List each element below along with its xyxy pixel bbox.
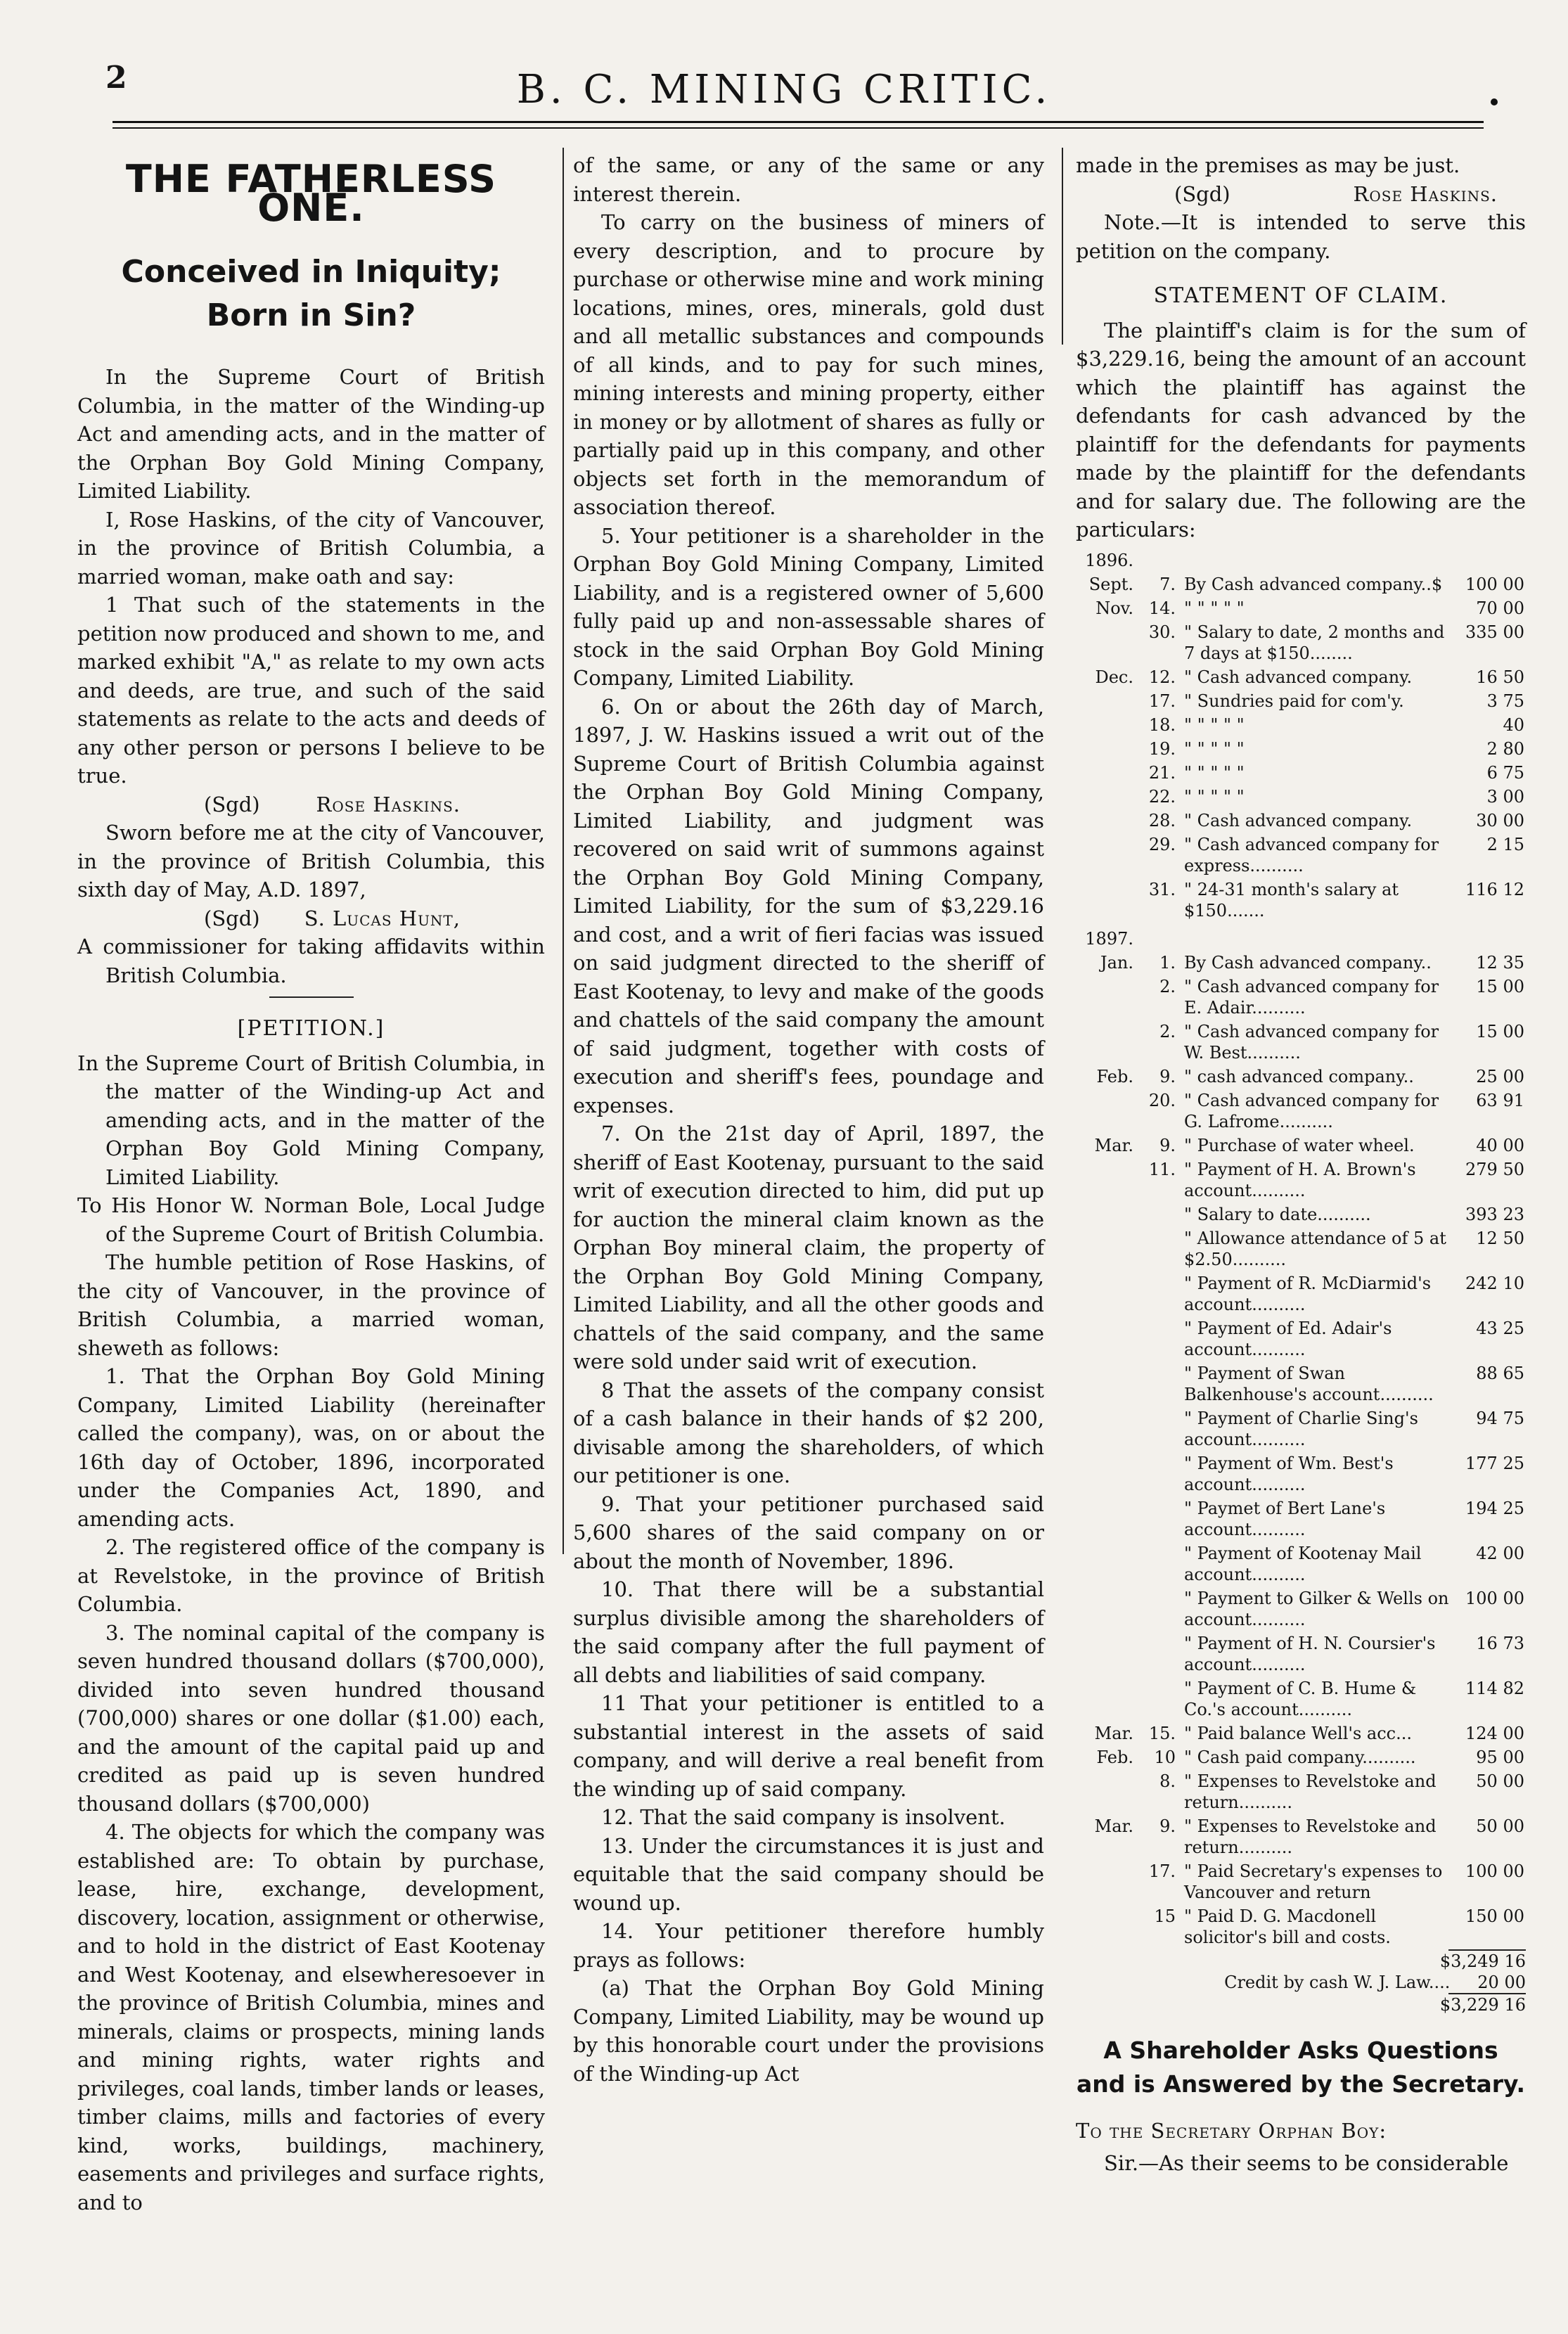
column-3 (1076, 151, 1526, 2178)
paragraph: (a) That the Orphan Boy Gold Mining Company, Limited Liability, may be wound up by this honorable court under the provisions of the Winding-up Act (573, 1976, 1044, 2086)
ledger-amount: 16 50 (1476, 667, 1524, 687)
ledger-day (1135, 1226, 1177, 1271)
ledger-month (1076, 713, 1135, 737)
section-rule (269, 996, 354, 998)
ledger-amount: 30 00 (1476, 810, 1524, 831)
subtitle-line-2: Born in Sin? (206, 297, 416, 333)
ledger-day: 9. (1159, 1816, 1176, 1836)
ledger-description: By Cash advanced company..$ (1184, 574, 1443, 594)
ledger-amount: 279 50 (1465, 1159, 1524, 1179)
claim-ledger-table (1076, 544, 1526, 1949)
ledger-row (1076, 1586, 1526, 1631)
ledger-row (1076, 833, 1526, 878)
ledger-totals (1076, 1949, 1526, 2015)
ledger-row (1076, 1814, 1526, 1859)
ledger-amount: 94 75 (1476, 1408, 1524, 1428)
ledger-row (1076, 665, 1526, 689)
paragraph: 1. That the Orphan Boy Gold Mining Company, Limited Liability (hereinafter called the company), was, on or about the 16th day of October, 1896, incorporated under the Companies Act, 1890, and amending acts. (77, 1364, 545, 1531)
ledger-month (1076, 975, 1135, 1020)
ledger-month (1076, 1020, 1135, 1065)
ledger-day (1135, 1496, 1177, 1541)
note-paragraph: Note.—It is intended to serve this petition on the company. (1076, 210, 1526, 263)
paragraph: To His Honor W. Norman Bole, Local Judge of the Supreme Court of British Columbia. (77, 1193, 545, 1246)
ledger-month (1076, 689, 1135, 713)
ledger-amount: 12 35 (1476, 952, 1524, 973)
ledger-row (1076, 1676, 1526, 1721)
ledger-month (1076, 833, 1135, 878)
ledger-description: " " " " " (1184, 786, 1245, 807)
paragraph: 7. On the 21st day of April, 1897, the sheriff of East Kootenay, pursuant to the said writ of execution directed to him, did put up for auction the mineral claim known as the Orphan Boy mineral claim, the property of the Orphan Boy Gold Mining Company, Limited Liability, and all the other goods and chattels of the said company, and the same were sold under said writ of execution. (573, 1122, 1044, 1373)
ledger-description: " Salary to date, 2 months and 7 days at $150........ (1184, 622, 1445, 663)
ledger-description: " Payment to Gilker & Wells on account.......... (1184, 1588, 1449, 1629)
ledger-row (1076, 1134, 1526, 1158)
ledger-amount: 6 75 (1486, 762, 1524, 783)
paragraph: 1 That such of the statements in the petition now produced and shown to me, and marked exhibit "A," as relate to my own acts and deeds, are true, and such of the said statements as relate to the acts and deeds of any other person or persons I believe to be true. (77, 593, 545, 788)
ledger-description: " Cash advanced company. (1184, 810, 1413, 831)
petition-heading: [PETITION.] (237, 1016, 385, 1041)
ledger-description: " Payment of Ed. Adair's account.......... (1184, 1318, 1392, 1359)
ledger-description: " Payment of Swan Balkenhouse's account.......... (1184, 1363, 1434, 1404)
signature-name: S. Lucas Hunt, (304, 906, 461, 930)
ledger-description: " Cash advanced company for express.......... (1184, 834, 1439, 876)
ledger-row (1076, 1089, 1526, 1134)
ledger-day: 22. (1148, 786, 1176, 807)
ledger-month (1076, 761, 1135, 785)
ledger-description: " Payment of Charlie Sing's account.......... (1184, 1408, 1418, 1449)
ledger-description: " " " " " (1184, 714, 1245, 735)
ledger-month (1076, 1586, 1135, 1631)
ledger-amount: 40 (1503, 714, 1524, 735)
ledger-description: " Payment of C. B. Hume & Co.'s account.......... (1184, 1678, 1417, 1719)
ledger-row (1076, 1203, 1526, 1226)
ledger-row (1076, 809, 1526, 833)
ledger-row (1076, 785, 1526, 809)
ledger-description: " Payment of Kootenay Mail account.......... (1184, 1543, 1422, 1584)
ledger-description: " " " " " (1184, 762, 1245, 783)
ledger-amount: 12 50 (1476, 1228, 1524, 1248)
ledger-day (1135, 1631, 1177, 1676)
ledger-amount: 95 00 (1476, 1747, 1524, 1767)
ledger-month: Nov. (1095, 598, 1133, 618)
ledger-row (1076, 1769, 1526, 1814)
ledger-amount: 42 00 (1476, 1543, 1524, 1563)
ledger-row (1076, 1541, 1526, 1586)
ledger-month: 1897. (1085, 928, 1133, 949)
signature-line (77, 904, 545, 933)
ledger-amount: 177 25 (1465, 1453, 1524, 1473)
ledger-month (1076, 1769, 1135, 1814)
ledger-day: 21. (1148, 762, 1176, 783)
ledger-day: 10 (1154, 1747, 1176, 1767)
ledger-body (1076, 544, 1526, 1949)
ledger-amount: 70 00 (1476, 598, 1524, 618)
ledger-amount: 40 00 (1476, 1135, 1524, 1155)
page-number: 2 (105, 60, 127, 96)
ledger-row (1076, 878, 1526, 923)
ledger-row (1076, 1451, 1526, 1496)
ledger-amount: 124 00 (1465, 1723, 1524, 1743)
ledger-day: 9. (1159, 1135, 1176, 1155)
credit-label: Credit by cash W. J. Law.... (1224, 1972, 1451, 1992)
ledger-row (1076, 689, 1526, 713)
ledger-description: " Payment of H. N. Coursier's account.......... (1184, 1633, 1436, 1674)
ledger-amount: 15 00 (1476, 1021, 1524, 1041)
ledger-row (1076, 1496, 1526, 1541)
ledger-month: Feb. (1096, 1747, 1133, 1767)
signature-name: Rose Haskins. (1353, 181, 1498, 206)
ledger-month (1076, 878, 1135, 923)
ledger-day: 2. (1159, 1021, 1176, 1041)
ledger-day: 15. (1148, 1723, 1176, 1743)
ledger-month (1076, 1406, 1135, 1451)
ledger-day: 19. (1148, 738, 1176, 759)
paragraph: made in the premises as may be just. (1076, 153, 1460, 177)
ledger-description: " Payment of H. A. Brown's account.......... (1184, 1159, 1416, 1200)
ledger-month (1076, 1203, 1135, 1226)
paragraph: 11 That your petitioner is entitled to a substantial interest in the assets of said company, and will derive a real benefit from the winding up of said company. (573, 1691, 1044, 1801)
ledger-amount: 393 23 (1465, 1204, 1524, 1224)
ledger-row (1076, 1226, 1526, 1271)
ledger-row (1076, 1316, 1526, 1361)
ledger-amount: 15 00 (1476, 976, 1524, 996)
ledger-row (1076, 596, 1526, 620)
ledger-row (1076, 1631, 1526, 1676)
ledger-day (1135, 1676, 1177, 1721)
ledger-amount: 3 75 (1486, 691, 1524, 711)
article-title: THE FATHERLESS ONE. (125, 157, 497, 230)
ledger-row (1076, 1361, 1526, 1406)
ledger-day (1135, 923, 1177, 951)
ledger-description (1177, 923, 1453, 951)
ledger-day: 28. (1148, 810, 1176, 831)
ledger-description: " Expenses to Revelstoke and return.......... (1184, 1816, 1437, 1857)
signature-name: Rose Haskins. (316, 792, 461, 816)
ledger-description: " Cash paid company.......... (1184, 1747, 1416, 1767)
ledger-amount: 50 00 (1476, 1816, 1524, 1836)
ledger-description: " Cash advanced company for E. Adair.......... (1184, 976, 1439, 1018)
ledger-month (1076, 620, 1135, 665)
ledger-month (1076, 1316, 1135, 1361)
ledger-amount: 150 00 (1465, 1906, 1524, 1926)
paragraph: 6. On or about the 26th day of March, 1897, J. W. Haskins issued a writ out of the Supreme Court of British Columbia against the Orphan Boy Gold Mining Company, Limited Liability, and judgment was recovered on said writ of summons against the Orphan Boy Gold Mining Company, Limited Liability, for the sum of $3,229.16 and cost, and a writ of fieri facias was issued on said judgment directed to the sheriff of East Kootenay, to levy and make of the goods and chattels of the said company the amount of said judgment, together with costs of execution and sheriff's fees, poundage and expenses. (573, 694, 1044, 1117)
ledger-row (1076, 1065, 1526, 1089)
ledger-amount: 242 10 (1465, 1273, 1524, 1293)
ledger-description: " Payment of Wm. Best's account.......... (1184, 1453, 1394, 1494)
paragraph: In the Supreme Court of British Columbia, in the matter of the Winding-up Act and amending acts, and in the matter of the Orphan Boy Gold Mining Company, Limited Liability. (77, 1051, 545, 1189)
paragraph: I, Rose Haskins, of the city of Vancouver, in the province of British Columbia, a married woman, make oath and say: (77, 507, 545, 589)
ledger-amount: 16 73 (1476, 1633, 1524, 1653)
paragraph: 3. The nominal capital of the company is seven hundred thousand dollars ($700,000), divided into seven hundred thousand (700,000) shares or one dollar ($1.00) each, and the amount of the capital paid up and credited as paid up is seven hundred thousand dollars ($700,000) (77, 1620, 545, 1816)
ledger-row (1076, 1721, 1526, 1745)
ledger-row (1076, 1406, 1526, 1451)
ledger-month: Feb. (1096, 1066, 1133, 1086)
ledger-row (1076, 951, 1526, 975)
ledger-day (1135, 1406, 1177, 1451)
masthead: B. C. MINING CRITIC. (516, 67, 1052, 113)
ledger-month (1076, 1361, 1135, 1406)
ledger-row (1076, 572, 1526, 596)
ledger-amount: 3 00 (1486, 786, 1524, 807)
ledger-row (1076, 975, 1526, 1020)
ledger-day: 9. (1159, 1066, 1176, 1086)
paragraph: 8 That the assets of the company consist of a cash balance in their hands of $2 200, divisable among the shareholders, of which our petitioner is one. (573, 1378, 1044, 1487)
ledger-total-gross: $3,249 16 (1439, 1951, 1526, 1971)
ledger-day: 31. (1148, 879, 1176, 899)
ledger-amount: 63 91 (1476, 1090, 1524, 1110)
signature-sgd: (Sgd) (204, 792, 260, 816)
ledger-row (1076, 1020, 1526, 1065)
ledger-month (1076, 1451, 1135, 1496)
signature-line (77, 790, 545, 819)
ledger-description: " Purchase of water wheel. (1184, 1135, 1415, 1155)
ledger-description: " " " " " (1184, 738, 1245, 759)
ledger-month (1076, 1904, 1135, 1949)
ledger-day: 18. (1148, 714, 1176, 735)
ledger-amount: 2 15 (1486, 834, 1524, 854)
ledger-month (1076, 785, 1135, 809)
ledger-day: 12. (1148, 667, 1176, 687)
ledger-row (1076, 1745, 1526, 1769)
ledger-row (1076, 713, 1526, 737)
paragraph: In the Supreme Court of British Columbia, in the matter of the Winding-up Act and amending acts, and in the matter of the Orphan Boy Gold Mining Company, Limited Liability. (77, 365, 545, 503)
ledger-description: " Payment of R. McDiarmid's account.......... (1184, 1273, 1432, 1314)
ledger-month (1076, 1541, 1135, 1586)
paragraph: The humble petition of Rose Haskins, of the city of Vancouver, in the province of British Columbia, a married woman, sheweth as follows: (77, 1250, 545, 1360)
signature-sgd: (Sgd) (1174, 181, 1230, 206)
ledger-day (1135, 1586, 1177, 1631)
ledger-month (1076, 1271, 1135, 1316)
ledger-description: " Cash advanced company. (1184, 667, 1413, 687)
ledger-amount: 50 00 (1476, 1771, 1524, 1791)
ledger-month: Jan. (1100, 952, 1133, 973)
ledger-row (1076, 620, 1526, 665)
masthead-rule (113, 121, 1484, 129)
ledger-month (1076, 1496, 1135, 1541)
letter-salutation: To the Secretary Orphan Boy: (1076, 2118, 1387, 2143)
ledger-row (1076, 1859, 1526, 1904)
ledger-month (1076, 1226, 1135, 1271)
ledger-row (1076, 737, 1526, 761)
ledger-amount: 114 82 (1465, 1678, 1524, 1698)
ledger-description: " 24-31 month's salary at $150....... (1184, 879, 1399, 921)
ledger-day: 7. (1159, 574, 1176, 594)
paragraph: 2. The registered office of the company is at Revelstoke, in the province of British Columbia. (77, 1535, 545, 1616)
ledger-amount: 43 25 (1476, 1318, 1524, 1338)
article-heading: A Shareholder Asks Questions and is Answered by the Secretary. (1076, 2036, 1526, 2098)
ledger-amount: 335 00 (1465, 622, 1524, 642)
ledger-day: 14. (1148, 598, 1176, 618)
paragraph: Sworn before me at the city of Vancouver, in the province of British Columbia, this sixth day of May, A.D. 1897, (77, 821, 545, 902)
ledger-month (1076, 1859, 1135, 1904)
ledger-amount: 100 00 (1465, 574, 1524, 594)
ledger-day: 17. (1148, 691, 1176, 711)
ledger-day: 30. (1148, 622, 1176, 642)
signature-sgd: (Sgd) (204, 906, 260, 930)
ledger-row (1076, 923, 1526, 951)
ledger-amount: 194 25 (1465, 1498, 1524, 1518)
ledger-amount: 100 00 (1465, 1588, 1524, 1608)
ledger-day: 2. (1159, 976, 1176, 996)
ledger-description: " Allowance attendance of 5 at $2.50.......... (1184, 1228, 1446, 1269)
ledger-month (1076, 1631, 1135, 1676)
ledger-description: " Paymet of Bert Lane's account.......... (1184, 1498, 1386, 1539)
ledger-description: By Cash advanced company.. (1184, 952, 1432, 973)
ledger-month (1076, 809, 1135, 833)
ledger-amount: 2 80 (1486, 738, 1524, 759)
column-divider-1 (563, 148, 564, 1554)
ledger-month (1076, 1676, 1135, 1721)
article-subtitle (77, 250, 545, 338)
paragraph: 14. Your petitioner therefore humbly prays as follows: (573, 1919, 1044, 1972)
paragraph: 12. That the said company is insolvent. (601, 1805, 1005, 1829)
ledger-amount (1453, 923, 1526, 951)
ledger-total-net: $3,229 16 (1439, 1994, 1526, 2015)
ledger-description: " " " " " (1184, 598, 1245, 618)
ledger-day (1135, 1361, 1177, 1406)
ledger-description: " Sundries paid for com'y. (1184, 691, 1404, 711)
ledger-description: " Paid Secretary's expenses to Vancouver and return (1184, 1861, 1443, 1902)
ledger-description: " Cash advanced company for G. Lafrome.......... (1184, 1090, 1439, 1131)
ledger-day: 15 (1154, 1906, 1176, 1926)
credit-amount: 20 00 (1477, 1972, 1526, 1992)
ledger-amount: 116 12 (1465, 879, 1524, 899)
ledger-row (1076, 544, 1526, 572)
ledger-day: 8. (1159, 1771, 1176, 1791)
ledger-description: " Cash advanced company for W. Best.......... (1184, 1021, 1439, 1063)
column-2 (573, 151, 1044, 2088)
ledger-month: 1896. (1085, 550, 1133, 570)
ledger-amount: 100 00 (1465, 1861, 1524, 1881)
ledger-month (1076, 1158, 1135, 1203)
ledger-amount: 25 00 (1476, 1066, 1524, 1086)
paragraph: 10. That there will be a substantial surplus divisible among the shareholders of the said company after the full payment of all debts and liabilities of said company. (573, 1577, 1044, 1687)
ledger-day (1135, 1451, 1177, 1496)
ledger-description (1177, 544, 1453, 572)
ledger-day (1135, 1203, 1177, 1226)
paragraph: The plaintiff's claim is for the sum of $3,229.16, being the amount of an account which the plaintiff has against the defendants for cash advanced by the plaintiff for the defendants for payments made by the plaintiff for the defendants and for salary due. The following are the particulars: (1076, 318, 1526, 541)
ledger-row (1076, 1158, 1526, 1203)
ledger-day (1135, 1316, 1177, 1361)
ledger-description: " Paid D. G. Macdonell solicitor's bill and costs. (1184, 1906, 1391, 1947)
paragraph: 9. That your petitioner purchased said 5,600 shares of the said company on or about the month of November, 1896. (573, 1492, 1044, 1573)
paragraph: 4. The objects for which the company was established are: To obtain by purchase, lease, hire, exchange, development, discovery, location, assignment or otherwise, and to hold in the district of East Kootenay and West Kootenay, and elsewheresoever in the province of British Columbia, mines and minerals, claims or prospects, mining lands and mining rights, water rights and privileges, coal lands, timber lands or leases, timber claims, mills and factories of every kind, works, buildings, machinery, easements and privileges and surface rights, and to (77, 1820, 546, 2214)
ledger-month (1076, 1089, 1135, 1134)
paragraph: To carry on the business of miners of every description, and to procure by purchase or otherwise mine and work mining locations, mines, ores, minerals, gold dust and all metallic substances and compounds of all kinds, and to pay for such mines, mining interests and mining property, either in money or by allotment of shares as fully or partially paid up in this company, and other objects set forth in the memorandum of association thereof. (573, 210, 1044, 519)
credit-row (1076, 1972, 1526, 1993)
ledger-day (1135, 1541, 1177, 1586)
ledger-month: Mar. (1094, 1816, 1133, 1836)
ledger-day (1135, 544, 1177, 572)
subtitle-line-1: Conceived in Iniquity; (121, 254, 501, 290)
ledger-month (1076, 737, 1135, 761)
ledger-day: 20. (1148, 1090, 1176, 1110)
ledger-month: Sept. (1088, 574, 1133, 594)
ledger-month: Dec. (1095, 667, 1133, 687)
ledger-day (1135, 1271, 1177, 1316)
ledger-amount (1453, 544, 1526, 572)
ledger-day: 1. (1159, 952, 1176, 973)
ledger-row (1076, 1271, 1526, 1316)
ledger-month: Mar. (1094, 1723, 1133, 1743)
print-dot (1491, 98, 1498, 105)
signature-line (1076, 180, 1526, 209)
ledger-description: " Salary to date.......... (1184, 1204, 1371, 1224)
column-divider-2 (1062, 148, 1063, 345)
paragraph: 5. Your petitioner is a shareholder in the Orphan Boy Gold Mining Company, Limited Liability, and is a registered owner of 5,600 fully paid up and non-assessable shares of stock in the said Orphan Boy Gold Mining Company, Limited Liability. (573, 523, 1044, 690)
letter-start: Sir.—As their seems to be considerable (1104, 2151, 1509, 2175)
paragraph: of the same, or any of the same or any interest therein. (573, 153, 1044, 206)
claim-heading: STATEMENT OF CLAIM. (1153, 283, 1448, 308)
ledger-description: " Expenses to Revelstoke and return.......... (1184, 1771, 1437, 1812)
ledger-row (1076, 761, 1526, 785)
ledger-amount: 88 65 (1476, 1363, 1524, 1383)
ledger-day: 17. (1148, 1861, 1176, 1881)
column-1 (77, 151, 545, 2217)
ledger-day: 29. (1148, 834, 1176, 854)
paragraph: 13. Under the circumstances it is just and equitable that the said company should be wound up. (573, 1833, 1044, 1915)
ledger-description: " Paid balance Well's acc... (1184, 1723, 1412, 1743)
ledger-day: 11. (1148, 1159, 1176, 1179)
paragraph: A commissioner for taking affidavits within British Columbia. (77, 935, 545, 987)
ledger-month: Mar. (1094, 1135, 1133, 1155)
ledger-description: " cash advanced company.. (1184, 1066, 1414, 1086)
ledger-row (1076, 1904, 1526, 1949)
